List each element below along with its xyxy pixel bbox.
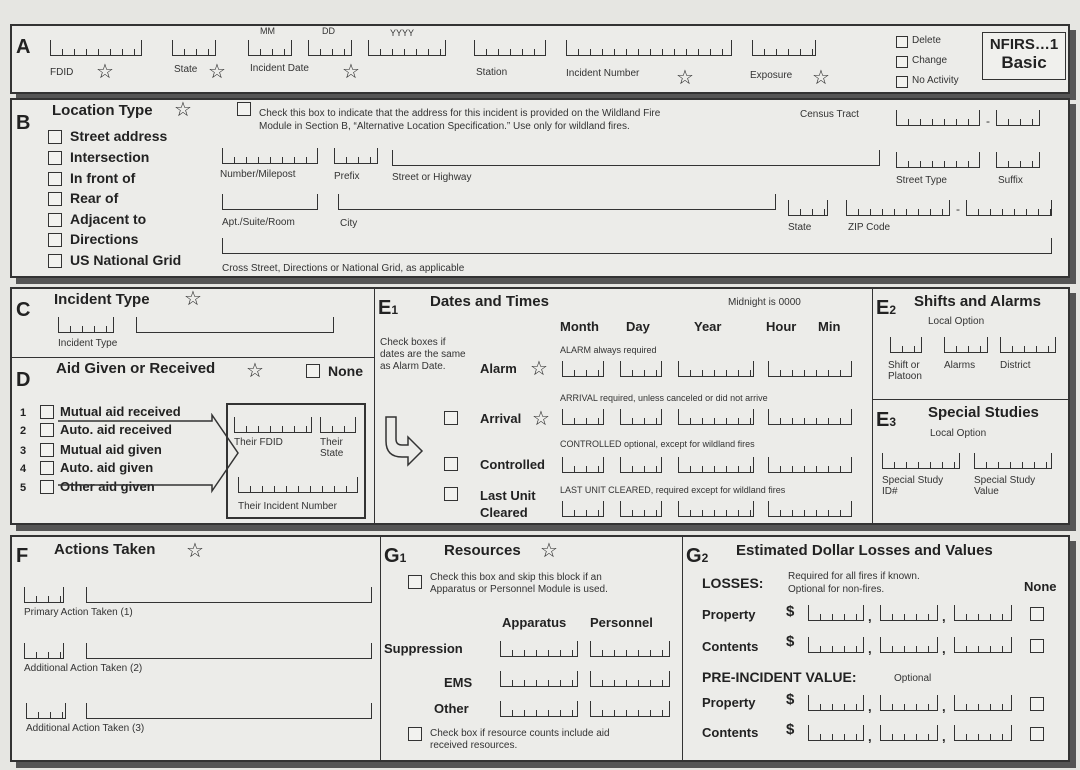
exposure-label: Exposure	[750, 70, 793, 81]
arrival-label: Arrival	[480, 411, 522, 426]
suppression-label: Suppression	[384, 641, 463, 656]
skip-note-1: Check this box and skip this block if an	[430, 572, 602, 583]
comma: ,	[942, 641, 946, 656]
street-type-label: Street Type	[896, 175, 947, 186]
type-in-front: In front of	[70, 170, 136, 186]
g-letter: G	[384, 545, 400, 567]
aid-option: Mutual aid given	[60, 442, 162, 457]
dollar-sign: $	[786, 633, 795, 650]
suffix-field[interactable]	[996, 152, 1040, 168]
midnight-note: Midnight is 0000	[728, 297, 801, 308]
dates-title: Dates and Times	[430, 293, 549, 310]
col-year: Year	[694, 319, 722, 334]
fdid-field[interactable]	[50, 40, 142, 56]
last-year[interactable]	[678, 501, 754, 517]
personnel-label: Personnel	[590, 615, 653, 630]
street-address-checkbox[interactable]	[48, 130, 62, 144]
loss-property-none-checkbox[interactable]	[1030, 607, 1044, 621]
shifts-title: Shifts and Alarms	[914, 293, 1041, 310]
arrival-day[interactable]	[620, 409, 662, 425]
e-letter: E	[876, 297, 890, 319]
form-id-box	[982, 32, 1066, 80]
actions-title: Actions Taken	[54, 541, 156, 558]
g-sub: 2	[701, 551, 709, 565]
g-sub: 1	[399, 551, 407, 565]
alarm-time[interactable]	[768, 361, 852, 377]
cross-street-field[interactable]	[222, 238, 1052, 254]
suppression-apparatus[interactable]	[500, 641, 578, 657]
delete-checkbox[interactable]	[896, 36, 908, 48]
other-apparatus[interactable]	[500, 701, 578, 717]
resources-title: Resources	[444, 542, 521, 559]
intersection-checkbox[interactable]	[48, 151, 62, 165]
district-label: District	[1000, 360, 1031, 371]
incident-type-label: Incident Type	[58, 338, 118, 349]
zip-dash: -	[956, 202, 960, 216]
section-letter	[686, 545, 708, 568]
station-field[interactable]	[474, 40, 546, 56]
star-icon: ☆	[246, 360, 264, 382]
controlled-checkbox[interactable]	[444, 457, 458, 471]
loss-contents-label: Contents	[702, 639, 759, 654]
star-icon: ☆	[186, 540, 204, 562]
e2-local: Local Option	[928, 316, 985, 327]
state-field[interactable]	[788, 200, 828, 216]
additional-2-desc-field[interactable]	[86, 643, 372, 659]
loss-contents-field-1[interactable]	[808, 637, 864, 653]
incident-type-code-field[interactable]	[58, 317, 114, 333]
section-cde	[10, 287, 1070, 525]
loss-contents-none-checkbox[interactable]	[1030, 639, 1044, 653]
other-label: Other	[434, 701, 469, 716]
star-icon: ☆	[540, 540, 558, 562]
pre-property-field-2[interactable]	[880, 695, 938, 711]
last-time[interactable]	[768, 501, 852, 517]
in-front-checkbox[interactable]	[48, 172, 62, 186]
additional-2-label: Additional Action Taken (2)	[24, 663, 143, 674]
comma: ,	[942, 729, 946, 744]
additional-3-code-field[interactable]	[26, 703, 66, 719]
e3-local: Local Option	[930, 428, 987, 439]
dollar-sign: $	[786, 603, 795, 620]
arrival-note: ARRIVAL required, unless canceled or did not arrive	[560, 393, 768, 403]
e-sub: 2	[889, 303, 897, 317]
type-directions: Directions	[70, 231, 139, 247]
apt-field[interactable]	[222, 194, 318, 210]
star-icon: ☆	[342, 61, 360, 83]
additional-3-label: Additional Action Taken (3)	[26, 723, 145, 734]
e-letter: E	[378, 297, 392, 319]
prefix-field[interactable]	[334, 148, 378, 164]
incident-month-field[interactable]	[248, 40, 292, 56]
aid-counts-note-1: Check box if resource counts include aid	[430, 728, 610, 739]
pre-property-field-1[interactable]	[808, 695, 864, 711]
loss-property-label: Property	[702, 607, 756, 622]
national-grid-checkbox[interactable]	[48, 254, 62, 268]
e-letter: E	[876, 409, 890, 431]
zip-plus-field[interactable]	[966, 200, 1052, 216]
star-icon: ☆	[96, 61, 114, 83]
no-activity-checkbox[interactable]	[896, 76, 908, 88]
mutual-aid-given-checkbox[interactable]	[40, 443, 54, 457]
star-icon: ☆	[812, 67, 830, 89]
check-note: Check boxes if dates are the same as Alarm Date.	[380, 337, 466, 372]
state-label: State	[174, 64, 198, 75]
aid-counts-checkbox[interactable]	[408, 727, 422, 741]
star-icon: ☆	[530, 358, 548, 380]
skip-note-2: Apparatus or Personnel Module is used.	[430, 584, 608, 595]
exposure-field[interactable]	[752, 40, 816, 56]
req-note-1: Required for all fires if known.	[788, 571, 920, 582]
change-checkbox[interactable]	[896, 56, 908, 68]
wildland-note-1: Check this box to indicate that the address for this incident is provided on the Wildland Fire	[259, 108, 661, 119]
incident-date-label: Incident Date	[250, 63, 309, 74]
col-day: Day	[626, 319, 650, 334]
fdid-label: FDID	[50, 67, 74, 78]
alarm-month[interactable]	[562, 361, 604, 377]
other-aid-given-checkbox[interactable]	[40, 480, 54, 494]
location-type-title: Location Type	[52, 102, 153, 119]
section-letter: A	[16, 36, 31, 58]
alarm-day[interactable]	[620, 361, 662, 377]
aid-option: Auto. aid received	[60, 422, 172, 437]
section-a	[10, 24, 1070, 94]
street-label: Street or Highway	[392, 172, 472, 183]
incident-year-field[interactable]	[368, 40, 446, 56]
aid-counts-note-2: received resources.	[430, 740, 518, 751]
star-icon: ☆	[532, 408, 550, 430]
ems-label: EMS	[444, 675, 473, 690]
directions-checkbox[interactable]	[48, 233, 62, 247]
divider	[872, 289, 873, 523]
alarm-note: ALARM always required	[560, 345, 657, 355]
form-id: NFIRS…1	[989, 36, 1059, 53]
loss-contents-field-3[interactable]	[954, 637, 1012, 653]
alarms-label: Alarms	[944, 360, 976, 371]
pre-contents-field-1[interactable]	[808, 725, 864, 741]
suffix-label: Suffix	[998, 175, 1023, 186]
their-state-label: Their State	[320, 437, 344, 459]
section-letter: B	[16, 112, 31, 134]
ems-personnel[interactable]	[590, 671, 670, 687]
census-field-1[interactable]	[896, 110, 980, 126]
section-letter: C	[16, 299, 31, 321]
comma: ,	[942, 699, 946, 714]
arrival-checkbox[interactable]	[444, 411, 458, 425]
divider	[374, 289, 375, 523]
skip-resources-checkbox[interactable]	[408, 575, 422, 589]
controlled-month[interactable]	[562, 457, 604, 473]
change-label: Change	[912, 55, 948, 66]
curved-arrow-icon	[382, 413, 426, 469]
aid-num: 2	[20, 425, 27, 437]
incident-number-field[interactable]	[566, 40, 732, 56]
zip-label: ZIP Code	[848, 222, 891, 233]
section-letter: F	[16, 545, 29, 567]
divider	[12, 357, 374, 358]
auto-aid-received-checkbox[interactable]	[40, 423, 54, 437]
aid-arrow-icon	[56, 413, 242, 499]
study-id-label: Special Study ID#	[882, 475, 944, 497]
aid-num: 4	[20, 463, 27, 475]
study-value-field[interactable]	[974, 453, 1052, 469]
cleared-label: Cleared	[480, 505, 528, 520]
section-letter	[384, 545, 406, 568]
pre-contents-label: Contents	[702, 725, 759, 740]
last-day[interactable]	[620, 501, 662, 517]
yyyy-label: YYYY	[390, 28, 415, 38]
none-label: None	[1024, 579, 1057, 594]
aid-option: Mutual aid received	[60, 404, 181, 419]
pre-contents-none-checkbox[interactable]	[1030, 727, 1044, 741]
pre-property-none-checkbox[interactable]	[1030, 697, 1044, 711]
controlled-year[interactable]	[678, 457, 754, 473]
col-min: Min	[818, 319, 841, 334]
delete-label: Delete	[912, 35, 941, 46]
comma: ,	[868, 609, 872, 624]
comma: ,	[942, 609, 946, 624]
controlled-time[interactable]	[768, 457, 852, 473]
incident-type-title: Incident Type	[54, 291, 150, 308]
wildland-checkbox[interactable]	[237, 102, 251, 116]
e-sub: 1	[391, 303, 399, 317]
incident-day-field[interactable]	[308, 40, 352, 56]
last-month[interactable]	[562, 501, 604, 517]
no-activity-label: No Activity	[912, 75, 959, 86]
pre-contents-field-3[interactable]	[954, 725, 1012, 741]
loss-property-field-1[interactable]	[808, 605, 864, 621]
section-letter	[876, 297, 896, 320]
section-letter	[876, 409, 896, 432]
last-note: LAST UNIT CLEARED, required except for wildland fires	[560, 485, 786, 495]
divider	[872, 399, 1068, 400]
their-incident-label: Their Incident Number	[238, 501, 337, 512]
last-unit-checkbox[interactable]	[444, 487, 458, 501]
aid-none-checkbox[interactable]	[306, 364, 320, 378]
arrival-time[interactable]	[768, 409, 852, 425]
primary-label: Primary Action Taken (1)	[24, 607, 133, 618]
alarm-year[interactable]	[678, 361, 754, 377]
census-label: Census Tract	[800, 109, 859, 120]
street-field[interactable]	[392, 150, 880, 166]
number-field[interactable]	[222, 148, 318, 164]
primary-desc-field[interactable]	[86, 587, 372, 603]
form-name: Basic	[1001, 53, 1047, 72]
divider	[682, 537, 683, 760]
station-label: Station	[476, 67, 508, 78]
aid-none-label: None	[328, 363, 363, 379]
district-field[interactable]	[1000, 337, 1056, 353]
g-letter: G	[686, 545, 702, 567]
loss-contents-field-2[interactable]	[880, 637, 938, 653]
aid-num: 1	[20, 407, 27, 419]
their-state-field[interactable]	[320, 417, 356, 433]
comma: ,	[868, 729, 872, 744]
aid-num: 3	[20, 445, 27, 457]
section-letter	[378, 297, 398, 320]
aid-title: Aid Given or Received	[56, 360, 216, 377]
req-note-2: Optional for non-fires.	[788, 584, 885, 595]
aid-num: 5	[20, 482, 27, 494]
loss-property-field-2[interactable]	[880, 605, 938, 621]
pre-property-label: Property	[702, 695, 756, 710]
cross-street-label: Cross Street, Directions or National Grid, as applicable	[222, 263, 465, 274]
apt-label: Apt./Suite/Room	[222, 217, 295, 228]
shift-field[interactable]	[890, 337, 922, 353]
study-value-label: Special Study Value	[974, 475, 1036, 497]
type-street-address: Street address	[70, 128, 168, 144]
apparatus-label: Apparatus	[502, 615, 567, 630]
star-icon: ☆	[208, 61, 226, 83]
alarms-field[interactable]	[944, 337, 988, 353]
last-unit-label: Last Unit	[480, 488, 536, 503]
other-personnel[interactable]	[590, 701, 670, 717]
star-icon: ☆	[174, 99, 192, 121]
incident-type-desc-field[interactable]	[136, 317, 334, 333]
zip-field[interactable]	[846, 200, 950, 216]
aid-option: Other aid given	[60, 479, 155, 494]
study-id-field[interactable]	[882, 453, 960, 469]
type-intersection: Intersection	[70, 149, 150, 165]
state-label: State	[788, 222, 812, 233]
city-label: City	[340, 218, 358, 229]
controlled-note: CONTROLLED optional, except for wildland fires	[560, 439, 755, 449]
street-type-field[interactable]	[896, 152, 980, 168]
dd-label: DD	[322, 26, 335, 36]
adjacent-checkbox[interactable]	[48, 213, 62, 227]
primary-code-field[interactable]	[24, 587, 64, 603]
incident-number-label: Incident Number	[566, 68, 640, 79]
aid-option: Auto. aid given	[60, 460, 154, 475]
city-field[interactable]	[338, 194, 776, 210]
their-incident-field[interactable]	[238, 477, 358, 493]
prefix-label: Prefix	[334, 171, 360, 182]
alarm-label: Alarm	[480, 361, 517, 376]
census-field-2[interactable]	[996, 110, 1040, 126]
mutual-aid-received-checkbox[interactable]	[40, 405, 54, 419]
suppression-personnel[interactable]	[590, 641, 670, 657]
section-letter: D	[16, 369, 31, 391]
census-dash: -	[986, 114, 990, 128]
pre-contents-field-2[interactable]	[880, 725, 938, 741]
additional-2-code-field[interactable]	[24, 643, 64, 659]
ems-apparatus[interactable]	[500, 671, 578, 687]
state-field[interactable]	[172, 40, 216, 56]
special-title: Special Studies	[928, 404, 1039, 421]
pre-property-field-3[interactable]	[954, 695, 1012, 711]
losses-label: LOSSES:	[702, 575, 764, 591]
mm-label: MM	[260, 26, 275, 36]
their-fdid-label: Their FDID	[234, 437, 283, 448]
type-national-grid: US National Grid	[70, 252, 182, 268]
shift-label: Shift or Platoon	[888, 360, 922, 382]
loss-property-field-3[interactable]	[954, 605, 1012, 621]
e-sub: 3	[889, 415, 897, 429]
section-b	[10, 98, 1070, 278]
rear-checkbox[interactable]	[48, 192, 62, 206]
their-fdid-field[interactable]	[234, 417, 312, 433]
number-label: Number/Milepost	[220, 169, 296, 180]
type-adjacent: Adjacent to	[70, 211, 147, 227]
pre-incident-label: PRE-INCIDENT VALUE:	[702, 669, 857, 685]
star-icon: ☆	[676, 67, 694, 89]
col-month: Month	[560, 319, 599, 334]
controlled-label: Controlled	[480, 457, 545, 472]
auto-aid-given-checkbox[interactable]	[40, 461, 54, 475]
additional-3-desc-field[interactable]	[86, 703, 372, 719]
dollar-sign: $	[786, 721, 795, 738]
losses-title: Estimated Dollar Losses and Values	[736, 542, 993, 559]
arrival-year[interactable]	[678, 409, 754, 425]
star-icon: ☆	[184, 288, 202, 310]
comma: ,	[868, 641, 872, 656]
dollar-sign: $	[786, 691, 795, 708]
type-rear: Rear of	[70, 190, 119, 206]
optional-label: Optional	[894, 673, 932, 684]
arrival-month[interactable]	[562, 409, 604, 425]
col-hour: Hour	[766, 319, 797, 334]
controlled-day[interactable]	[620, 457, 662, 473]
divider	[380, 537, 381, 760]
section-fg	[10, 535, 1070, 762]
comma: ,	[868, 699, 872, 714]
wildland-note-2: Module in Section B, “Alternative Location Specification.” Use only for wildland fires.	[259, 121, 630, 132]
